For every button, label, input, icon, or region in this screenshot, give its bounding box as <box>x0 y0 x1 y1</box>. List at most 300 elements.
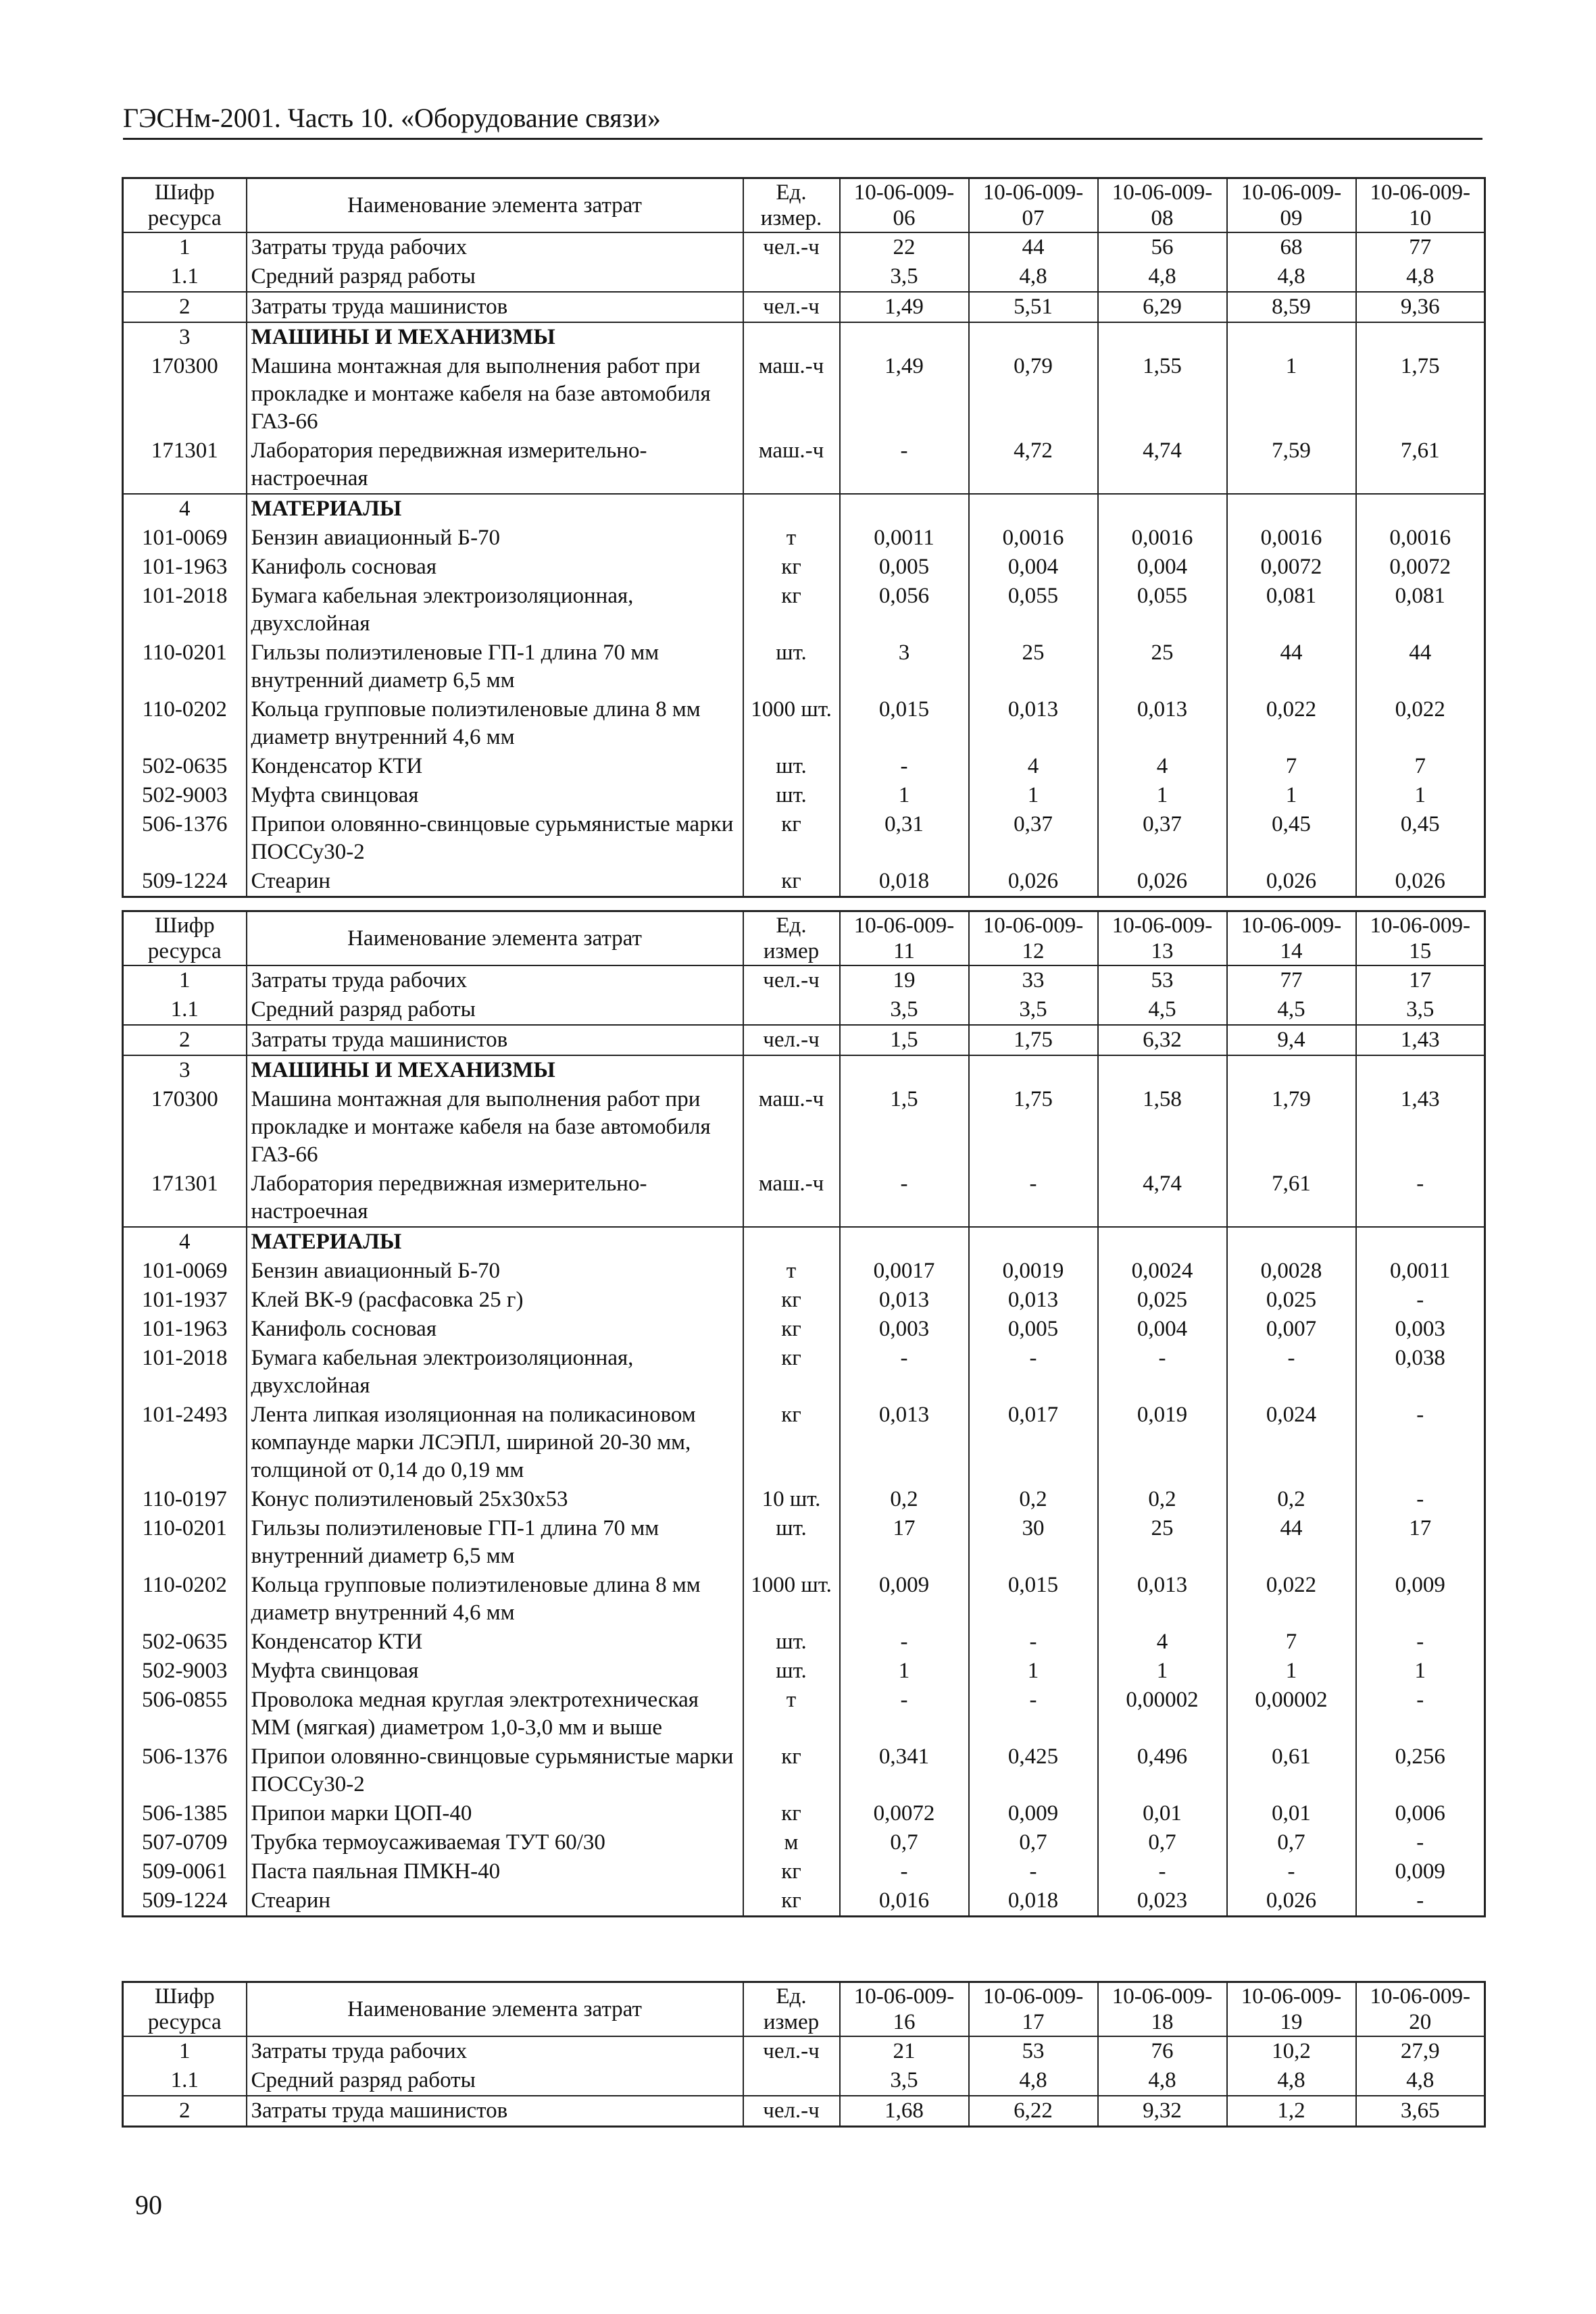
resource-value: 7,61 <box>1356 436 1485 494</box>
resource-value: 0,0016 <box>1227 524 1356 553</box>
resource-code: 2 <box>123 1025 247 1055</box>
resource-value: 53 <box>969 2036 1098 2066</box>
resource-value: 77 <box>1227 965 1356 995</box>
resource-value: 0,007 <box>1227 1315 1356 1344</box>
resource-unit: чел.-ч <box>743 965 840 995</box>
resource-value: 4,74 <box>1098 436 1227 494</box>
table-row <box>123 1169 1485 1227</box>
resource-code: 101-0069 <box>123 1257 247 1286</box>
resource-value: 1,5 <box>840 1025 969 1055</box>
table-row <box>123 1085 1485 1169</box>
resource-value: 44 <box>1356 638 1485 695</box>
resource-name: Затраты труда машинистов <box>247 2096 743 2127</box>
resource-value <box>1098 494 1227 524</box>
cost-table <box>122 910 1486 1917</box>
resource-name: Затраты труда рабочих <box>247 232 743 262</box>
resource-code: 101-0069 <box>123 524 247 553</box>
resource-value: - <box>840 1628 969 1657</box>
resource-value: 0,026 <box>1227 867 1356 897</box>
resource-value: 4,5 <box>1227 995 1356 1025</box>
page-number: 90 <box>135 2190 162 2220</box>
resource-value: 25 <box>969 638 1098 695</box>
resource-name: МАТЕРИАЛЫ <box>247 494 743 524</box>
resource-value: 1,58 <box>1098 1085 1227 1169</box>
header-norm-code: 10-06-009-06 <box>840 178 969 233</box>
resource-value: 4,8 <box>1098 262 1227 292</box>
resource-unit: кг <box>743 810 840 867</box>
resource-value: 0,0024 <box>1098 1257 1227 1286</box>
resource-value: - <box>969 1628 1098 1657</box>
resource-value: 0,016 <box>840 1886 969 1917</box>
resource-value: 0,425 <box>969 1742 1098 1799</box>
resource-value: 21 <box>840 2036 969 2066</box>
resource-name: Муфта свинцовая <box>247 781 743 810</box>
resource-name: МАШИНЫ И МЕХАНИЗМЫ <box>247 322 743 352</box>
table-row <box>123 322 1485 352</box>
resource-table-2 <box>122 910 1484 1917</box>
resource-value: 33 <box>969 965 1098 995</box>
resource-value: 0,0016 <box>1356 524 1485 553</box>
resource-value: 77 <box>1356 232 1485 262</box>
resource-value: - <box>1356 1401 1485 1485</box>
resource-value: - <box>969 1169 1098 1227</box>
resource-value: 17 <box>840 1514 969 1571</box>
resource-value: 19 <box>840 965 969 995</box>
table-row <box>123 752 1485 781</box>
resource-name: Бензин авиационный Б-70 <box>247 1257 743 1286</box>
resource-value: 1 <box>1098 781 1227 810</box>
resource-value: 0,023 <box>1098 1886 1227 1917</box>
cost-table <box>122 177 1486 898</box>
resource-unit: кг <box>743 1742 840 1799</box>
resource-value: 0,015 <box>969 1571 1098 1628</box>
resource-name: МАШИНЫ И МЕХАНИЗМЫ <box>247 1055 743 1085</box>
resource-value: 6,22 <box>969 2096 1098 2127</box>
resource-unit: 1000 шт. <box>743 1571 840 1628</box>
resource-value <box>1356 1227 1485 1257</box>
resource-code: 4 <box>123 1227 247 1257</box>
resource-name: Лаборатория передвижная измерительно-настроечная <box>247 436 743 494</box>
resource-value: 0,2 <box>1098 1485 1227 1514</box>
resource-code: 506-1376 <box>123 1742 247 1799</box>
resource-unit: шт. <box>743 781 840 810</box>
table-row <box>123 1315 1485 1344</box>
table-row <box>123 1401 1485 1485</box>
table-row <box>123 1025 1485 1055</box>
resource-value: - <box>1356 1628 1485 1657</box>
resource-value: 30 <box>969 1514 1098 1571</box>
resource-value: 1,79 <box>1227 1085 1356 1169</box>
resource-unit: кг <box>743 1886 840 1917</box>
resource-value: 1 <box>1227 352 1356 436</box>
table-row <box>123 436 1485 494</box>
table-row <box>123 1286 1485 1315</box>
resource-code: 506-1385 <box>123 1799 247 1828</box>
resource-value: - <box>1098 1344 1227 1401</box>
resource-name: Припои марки ЦОП-40 <box>247 1799 743 1828</box>
resource-code: 101-1937 <box>123 1286 247 1315</box>
resource-value: - <box>969 1686 1098 1742</box>
table-row <box>123 1828 1485 1857</box>
resource-value: 0,7 <box>840 1828 969 1857</box>
resource-unit <box>743 322 840 352</box>
table-header-row <box>123 178 1485 233</box>
resource-unit: шт. <box>743 1514 840 1571</box>
resource-code: 110-0202 <box>123 695 247 752</box>
table-row <box>123 1257 1485 1286</box>
resource-value: 3,5 <box>840 995 969 1025</box>
resource-value: 0,019 <box>1098 1401 1227 1485</box>
resource-value: 3,5 <box>840 262 969 292</box>
table-row <box>123 995 1485 1025</box>
header-norm-code: 10-06-009-20 <box>1356 1982 1485 2037</box>
header-norm-code: 10-06-009-09 <box>1227 178 1356 233</box>
resource-value: 7 <box>1227 1628 1356 1657</box>
resource-value: 5,51 <box>969 292 1098 322</box>
table-row <box>123 292 1485 322</box>
table-row <box>123 867 1485 897</box>
table-row <box>123 1686 1485 1742</box>
table-row <box>123 1514 1485 1571</box>
table-row <box>123 695 1485 752</box>
header-unit: Ед. измер. <box>743 178 840 233</box>
header-norm-code: 10-06-009-08 <box>1098 178 1227 233</box>
table-row <box>123 781 1485 810</box>
resource-value: 0,013 <box>969 695 1098 752</box>
resource-value: 1,75 <box>1356 352 1485 436</box>
table-row <box>123 232 1485 262</box>
resource-code: 502-9003 <box>123 1657 247 1686</box>
table-row <box>123 1485 1485 1514</box>
resource-unit: кг <box>743 553 840 582</box>
table-header-row <box>123 911 1485 966</box>
resource-value: 3,5 <box>840 2066 969 2096</box>
resource-code: 110-0201 <box>123 638 247 695</box>
resource-value: 53 <box>1098 965 1227 995</box>
resource-name: Стеарин <box>247 1886 743 1917</box>
resource-value: 0,79 <box>969 352 1098 436</box>
header-unit: Ед. измер <box>743 1982 840 2037</box>
resource-value: 6,29 <box>1098 292 1227 322</box>
resource-value: 0,341 <box>840 1742 969 1799</box>
table-row <box>123 1657 1485 1686</box>
resource-value: 0,0019 <box>969 1257 1098 1286</box>
resource-value: - <box>840 1169 969 1227</box>
resource-value: 0,003 <box>1356 1315 1485 1344</box>
resource-value: - <box>840 1344 969 1401</box>
header-norm-code: 10-06-009-12 <box>969 911 1098 966</box>
resource-value: 17 <box>1356 1514 1485 1571</box>
resource-code: 506-0855 <box>123 1686 247 1742</box>
table-row <box>123 2096 1485 2127</box>
resource-value <box>840 1055 969 1085</box>
table-row <box>123 352 1485 436</box>
resource-value: 0,081 <box>1356 582 1485 638</box>
resource-value: 0,45 <box>1356 810 1485 867</box>
resource-value: 0,0072 <box>1227 553 1356 582</box>
resource-code: 507-0709 <box>123 1828 247 1857</box>
resource-code: 101-2018 <box>123 582 247 638</box>
resource-table-1 <box>122 177 1484 898</box>
resource-value: 0,7 <box>969 1828 1098 1857</box>
header-norm-code: 10-06-009-07 <box>969 178 1098 233</box>
resource-value <box>1098 1227 1227 1257</box>
table-row <box>123 1799 1485 1828</box>
resource-value: 0,009 <box>1356 1571 1485 1628</box>
resource-value: - <box>840 1686 969 1742</box>
resource-value: 0,61 <box>1227 1742 1356 1799</box>
resource-unit: кг <box>743 1344 840 1401</box>
header-code: Шифр ресурса <box>123 911 247 966</box>
resource-value: 4,8 <box>1227 262 1356 292</box>
resource-value: 0,022 <box>1227 695 1356 752</box>
resource-name: Припои оловянно-свинцовые сурьмянистые марки ПОССу30-2 <box>247 1742 743 1799</box>
resource-value: 0,018 <box>840 867 969 897</box>
header-norm-code: 10-06-009-10 <box>1356 178 1485 233</box>
resource-name: Кольца групповые полиэтиленовые длина 8 мм диаметр внутренний 4,6 мм <box>247 1571 743 1628</box>
resource-value: 0,022 <box>1356 695 1485 752</box>
resource-value: 0,009 <box>840 1571 969 1628</box>
resource-code: 110-0202 <box>123 1571 247 1628</box>
resource-value: 1,75 <box>969 1025 1098 1055</box>
table-row <box>123 1742 1485 1799</box>
resource-value: 9,4 <box>1227 1025 1356 1055</box>
resource-value: 4 <box>1098 752 1227 781</box>
resource-unit: кг <box>743 867 840 897</box>
table-row <box>123 1055 1485 1085</box>
resource-value: 1 <box>1356 781 1485 810</box>
table-row <box>123 2036 1485 2066</box>
resource-unit <box>743 1055 840 1085</box>
resource-name: Проволока медная круглая электротехническая ММ (мягкая) диаметром 1,0-3,0 мм и выше <box>247 1686 743 1742</box>
resource-value: 1,49 <box>840 352 969 436</box>
resource-code: 101-2018 <box>123 1344 247 1401</box>
resource-code: 1 <box>123 2036 247 2066</box>
header-norm-code: 10-06-009-17 <box>969 1982 1098 2037</box>
resource-code: 502-0635 <box>123 1628 247 1657</box>
resource-value: 4,72 <box>969 436 1098 494</box>
resource-unit: чел.-ч <box>743 2096 840 2127</box>
resource-code: 2 <box>123 292 247 322</box>
resource-value: 0,009 <box>1356 1857 1485 1886</box>
resource-value: 0,2 <box>1227 1485 1356 1514</box>
resource-value: 76 <box>1098 2036 1227 2066</box>
resource-value: 27,9 <box>1356 2036 1485 2066</box>
resource-value: 0,013 <box>840 1401 969 1485</box>
resource-code: 170300 <box>123 1085 247 1169</box>
resource-value: 56 <box>1098 232 1227 262</box>
resource-unit <box>743 1227 840 1257</box>
resource-value: 1 <box>840 1657 969 1686</box>
resource-name: Паста паяльная ПМКН-40 <box>247 1857 743 1886</box>
resource-value: 0,013 <box>840 1286 969 1315</box>
resource-code: 1 <box>123 232 247 262</box>
resource-unit: кг <box>743 1857 840 1886</box>
resource-value: - <box>840 436 969 494</box>
resource-value <box>1098 322 1227 352</box>
resource-unit: м <box>743 1828 840 1857</box>
resource-value: 4,8 <box>1356 2066 1485 2096</box>
table-row <box>123 965 1485 995</box>
resource-value: 7,61 <box>1227 1169 1356 1227</box>
resource-value: 1,68 <box>840 2096 969 2127</box>
resource-value: 17 <box>1356 965 1485 995</box>
resource-name: Клей ВК-9 (расфасовка 25 г) <box>247 1286 743 1315</box>
resource-value: 0,0072 <box>840 1799 969 1828</box>
resource-value <box>1227 322 1356 352</box>
resource-value <box>1227 494 1356 524</box>
resource-code: 101-2493 <box>123 1401 247 1485</box>
resource-name: Средний разряд работы <box>247 995 743 1025</box>
resource-value: 0,024 <box>1227 1401 1356 1485</box>
resource-value: 1 <box>969 1657 1098 1686</box>
resource-value: 6,32 <box>1098 1025 1227 1055</box>
resource-value: 1,49 <box>840 292 969 322</box>
header-code: Шифр ресурса <box>123 1982 247 2037</box>
resource-code: 509-1224 <box>123 867 247 897</box>
resource-unit: маш.-ч <box>743 352 840 436</box>
resource-name: Конус полиэтиленовый 25х30х53 <box>247 1485 743 1514</box>
resource-value: 10,2 <box>1227 2036 1356 2066</box>
resource-value: 0,018 <box>969 1886 1098 1917</box>
resource-value: 1,5 <box>840 1085 969 1169</box>
resource-unit <box>743 262 840 292</box>
header-norm-code: 10-06-009-13 <box>1098 911 1227 966</box>
resource-value <box>840 494 969 524</box>
resource-value: 0,025 <box>1227 1286 1356 1315</box>
table-row <box>123 262 1485 292</box>
resource-unit <box>743 494 840 524</box>
resource-value: 0,01 <box>1098 1799 1227 1828</box>
resource-value: - <box>1356 1286 1485 1315</box>
resource-name: Бумага кабельная электроизоляционная, двухслойная <box>247 1344 743 1401</box>
resource-value: 44 <box>1227 638 1356 695</box>
resource-value: 4 <box>1098 1628 1227 1657</box>
resource-value <box>969 1055 1098 1085</box>
resource-value: 25 <box>1098 1514 1227 1571</box>
resource-value: 4,8 <box>969 262 1098 292</box>
resource-value: 0,009 <box>969 1799 1098 1828</box>
resource-value <box>969 322 1098 352</box>
resource-value: 3,65 <box>1356 2096 1485 2127</box>
resource-code: 101-1963 <box>123 1315 247 1344</box>
resource-value: 0,256 <box>1356 1742 1485 1799</box>
resource-unit: т <box>743 1257 840 1286</box>
resource-value: - <box>969 1344 1098 1401</box>
resource-value <box>1098 1055 1227 1085</box>
header-norm-code: 10-06-009-15 <box>1356 911 1485 966</box>
resource-value: 0,0072 <box>1356 553 1485 582</box>
table-row <box>123 524 1485 553</box>
resource-code: 502-9003 <box>123 781 247 810</box>
header-norm-code: 10-06-009-16 <box>840 1982 969 2037</box>
resource-unit: кг <box>743 1401 840 1485</box>
resource-value: 4,8 <box>1227 2066 1356 2096</box>
resource-code: 1.1 <box>123 262 247 292</box>
resource-value: 0,0017 <box>840 1257 969 1286</box>
resource-value <box>1356 322 1485 352</box>
resource-unit: кг <box>743 1315 840 1344</box>
resource-value: 0,005 <box>840 553 969 582</box>
resource-unit: маш.-ч <box>743 1085 840 1169</box>
header-code: Шифр ресурса <box>123 178 247 233</box>
resource-value: 0,013 <box>1098 695 1227 752</box>
resource-unit: шт. <box>743 752 840 781</box>
resource-unit: т <box>743 524 840 553</box>
resource-value: 0,31 <box>840 810 969 867</box>
resource-name: Затраты труда рабочих <box>247 965 743 995</box>
table-header-row <box>123 1982 1485 2037</box>
resource-value: 0,006 <box>1356 1799 1485 1828</box>
resource-unit: чел.-ч <box>743 232 840 262</box>
resource-value: 4 <box>969 752 1098 781</box>
resource-value: 68 <box>1227 232 1356 262</box>
resource-value: 1 <box>1227 781 1356 810</box>
resource-value: 0,013 <box>1098 1571 1227 1628</box>
table-row <box>123 2066 1485 2096</box>
resource-name: Лента липкая изоляционная на поликасиновом компаунде марки ЛСЭПЛ, шириной 20-30 мм, толщиной от 0,14 до 0,19 мм <box>247 1401 743 1485</box>
resource-value: 0,0011 <box>840 524 969 553</box>
resource-value <box>1227 1055 1356 1085</box>
resource-value: 4,5 <box>1098 995 1227 1025</box>
resource-value: 44 <box>1227 1514 1356 1571</box>
resource-name: Гильзы полиэтиленовые ГП-1 длина 70 мм внутренний диаметр 6,5 мм <box>247 1514 743 1571</box>
resource-value: 0,056 <box>840 582 969 638</box>
table-row <box>123 494 1485 524</box>
resource-unit: шт. <box>743 1628 840 1657</box>
resource-name: Бумага кабельная электроизоляционная, двухслойная <box>247 582 743 638</box>
table-row <box>123 1344 1485 1401</box>
resource-value: 0,025 <box>1098 1286 1227 1315</box>
header-norm-code: 10-06-009-18 <box>1098 1982 1227 2037</box>
resource-value: 0,0028 <box>1227 1257 1356 1286</box>
resource-value: - <box>1356 1169 1485 1227</box>
resource-value: 4,74 <box>1098 1169 1227 1227</box>
resource-value <box>840 322 969 352</box>
resource-value: - <box>840 752 969 781</box>
table-row <box>123 638 1485 695</box>
resource-value: 3,5 <box>969 995 1098 1025</box>
table-row <box>123 1227 1485 1257</box>
resource-value: 1 <box>1098 1657 1227 1686</box>
resource-name: Средний разряд работы <box>247 2066 743 2096</box>
table-row <box>123 1886 1485 1917</box>
resource-name: Лаборатория передвижная измерительно-настроечная <box>247 1169 743 1227</box>
resource-unit: маш.-ч <box>743 1169 840 1227</box>
resource-unit: шт. <box>743 638 840 695</box>
resource-unit <box>743 995 840 1025</box>
resource-value: 4,8 <box>1356 262 1485 292</box>
resource-value: 0,055 <box>1098 582 1227 638</box>
resource-value: - <box>1356 1686 1485 1742</box>
resource-name: Гильзы полиэтиленовые ГП-1 длина 70 мм внутренний диаметр 6,5 мм <box>247 638 743 695</box>
resource-value: 44 <box>969 232 1098 262</box>
resource-value: 7 <box>1227 752 1356 781</box>
resource-value: 1,2 <box>1227 2096 1356 2127</box>
resource-value: 0,038 <box>1356 1344 1485 1401</box>
header-name: Наименование элемента затрат <box>247 178 743 233</box>
resource-value: 25 <box>1098 638 1227 695</box>
resource-value: 0,026 <box>969 867 1098 897</box>
cost-table <box>122 1981 1486 2128</box>
table-row <box>123 1571 1485 1628</box>
resource-value: - <box>1356 1828 1485 1857</box>
resource-value: 0,004 <box>969 553 1098 582</box>
resource-name: Затраты труда рабочих <box>247 2036 743 2066</box>
resource-name: Конденсатор КТИ <box>247 752 743 781</box>
resource-value: 0,01 <box>1227 1799 1356 1828</box>
resource-code: 3 <box>123 1055 247 1085</box>
